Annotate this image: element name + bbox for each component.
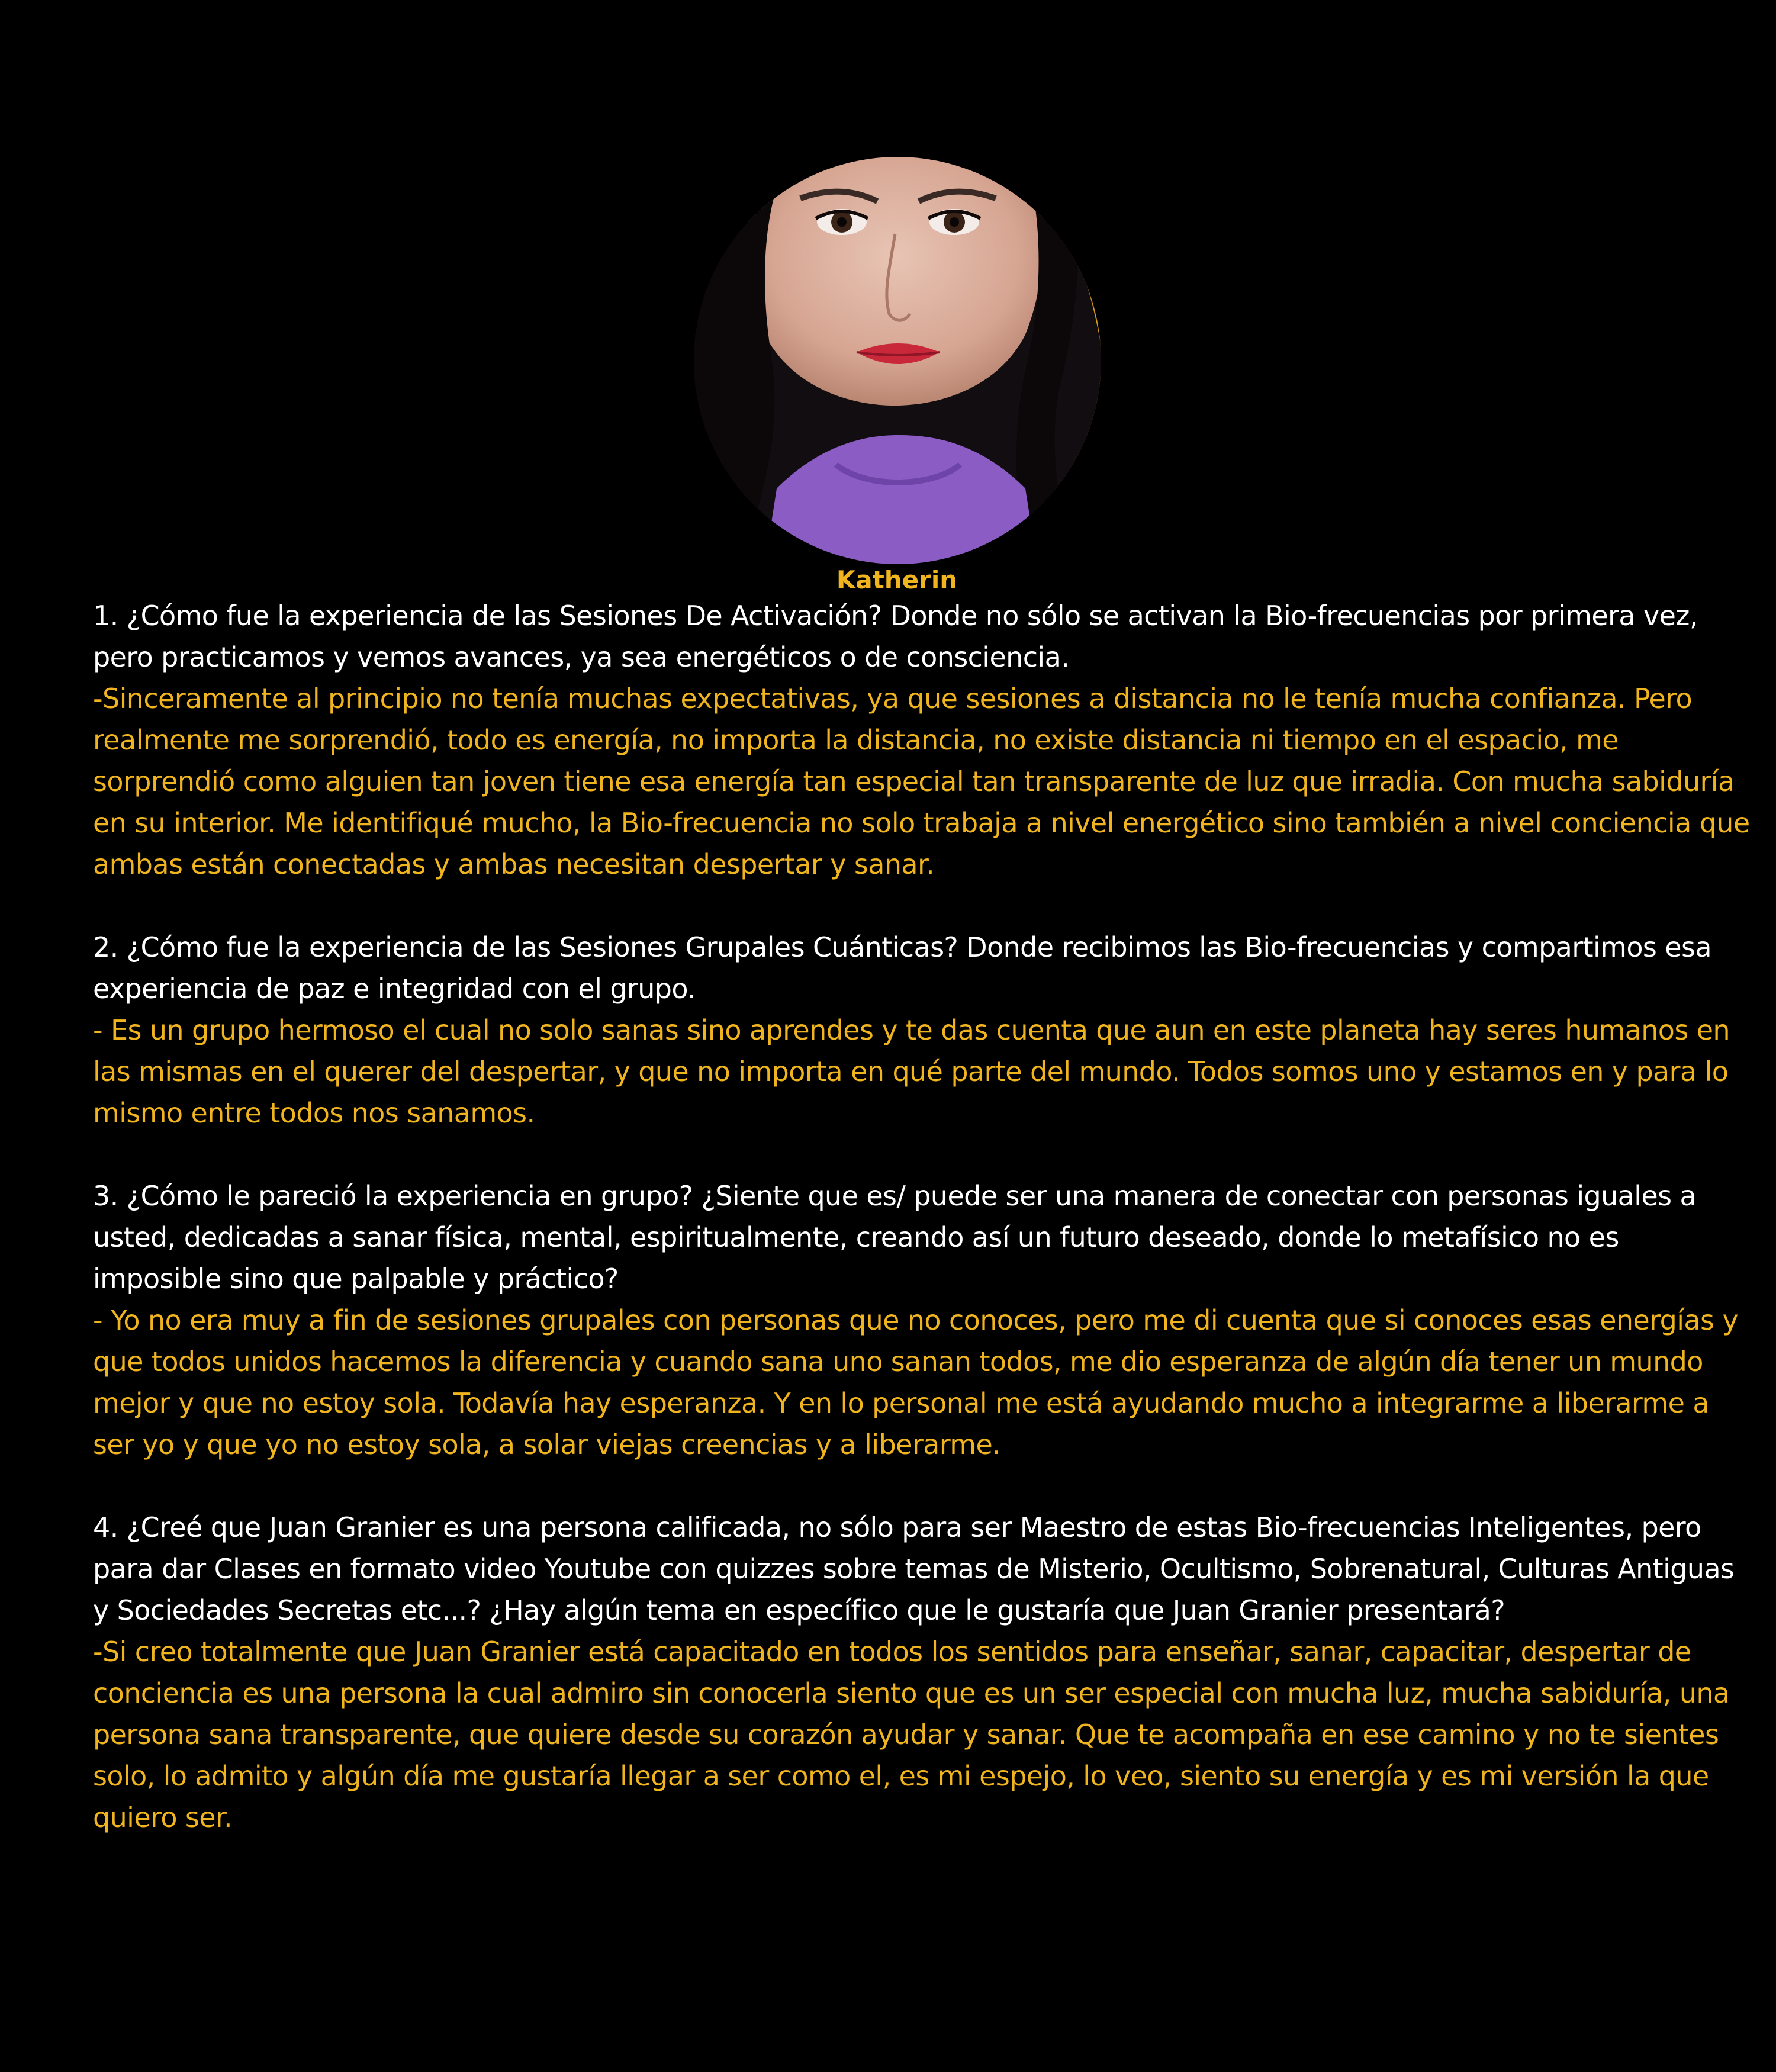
question-1: 1. ¿Cómo fue la experiencia de las Sesiones De Activación? Donde no sólo se activan la Bio-frecuencias por primera vez, pero practicamos y vemos avances, ya sea energéticos o de consciencia. [93, 600, 1698, 673]
question-2: 2. ¿Cómo fue la experiencia de las Sesiones Grupales Cuánticas? Donde recibimos las Bio-frecuencias y compartimos esa experiencia de paz e integridad con el grupo. [93, 931, 1711, 1005]
qa-list [93, 595, 1751, 1880]
answer-1: -Sinceramente al principio no tenía muchas expectativas, ya que sesiones a distancia no le tenía mucha confianza. Pero realmente me sorprendió, todo es energía, no importa la distancia, no existe distancia ni tiempo en el espacio, me sorprendió como alguien tan joven tiene esa energía tan especial tan transparente de luz que irradia. Con mucha sabiduría en su interior. Me identifiqué mucho, la Bio-frecuencia no solo trabaja a nivel energético sino también a nivel conciencia que ambas están conectadas y ambas necesitan despertar y sanar. [93, 683, 1750, 880]
qa-item-1 [93, 595, 1751, 885]
qa-item-2 [93, 926, 1751, 1134]
question-3: 3. ¿Cómo le pareció la experiencia en grupo? ¿Siente que es/ puede ser una manera de conectar con personas iguales a usted, dedicadas a sanar física, mental, espiritualmente, creando así un futuro deseado, donde lo metafísico no es imposible sino que palpable y práctico? [93, 1180, 1697, 1295]
question-4: 4. ¿Creé que Juan Granier es una persona calificada, no sólo para ser Maestro de estas Bio-frecuencias Inteligentes, pero para dar Clases en formato video Youtube con quizzes sobre temas de Misterio, Ocultismo, Sobrenatural, Culturas Antiguas y Sociedades Secretas etc...? ¿Hay algún tema en específico que le gustaría que Juan Granier presentará? [93, 1511, 1735, 1626]
answer-2: - Es un grupo hermoso el cual no solo sanas sino aprendes y te das cuenta que aun en este planeta hay seres humanos en las mismas en el querer del despertar, y que no importa en qué parte del mundo. Todos somos uno y estamos en y para lo mismo entre todos nos sanamos. [93, 1014, 1730, 1129]
qa-item-3 [93, 1175, 1751, 1465]
profile-name: Katherin [836, 565, 958, 594]
answer-4: -Si creo totalmente que Juan Granier está capacitado en todos los sentidos para enseñar, sanar, capacitar, despertar de conciencia es una persona la cual admiro sin conocerla siento que es un ser especial con mucha luz, mucha sabiduría, una persona sana transparente, que quiere desde su corazón ayudar y sanar. Que te acompaña en ese camino y no te sientes solo, lo admito y algún día me gustaría llegar a ser como el, es mi espejo, lo veo, siento su energía y es mi versión la que quiero ser. [93, 1636, 1730, 1833]
qa-item-4 [93, 1507, 1751, 1838]
avatar [694, 157, 1101, 564]
portrait-photo-icon [694, 157, 1101, 564]
answer-3: - Yo no era muy a fin de sesiones grupales con personas que no conoces, pero me di cuenta que si conoces esas energías y que todos unidos hacemos la diferencia y cuando sana uno sanan todos, me dio esperanza de algún día tener un mundo mejor y que no estoy sola. Todavía hay esperanza. Y en lo personal me está ayudando mucho a integrarme a liberarme a ser yo y que yo no estoy sola, a solar viejas creencias y a liberarme. [93, 1304, 1739, 1460]
